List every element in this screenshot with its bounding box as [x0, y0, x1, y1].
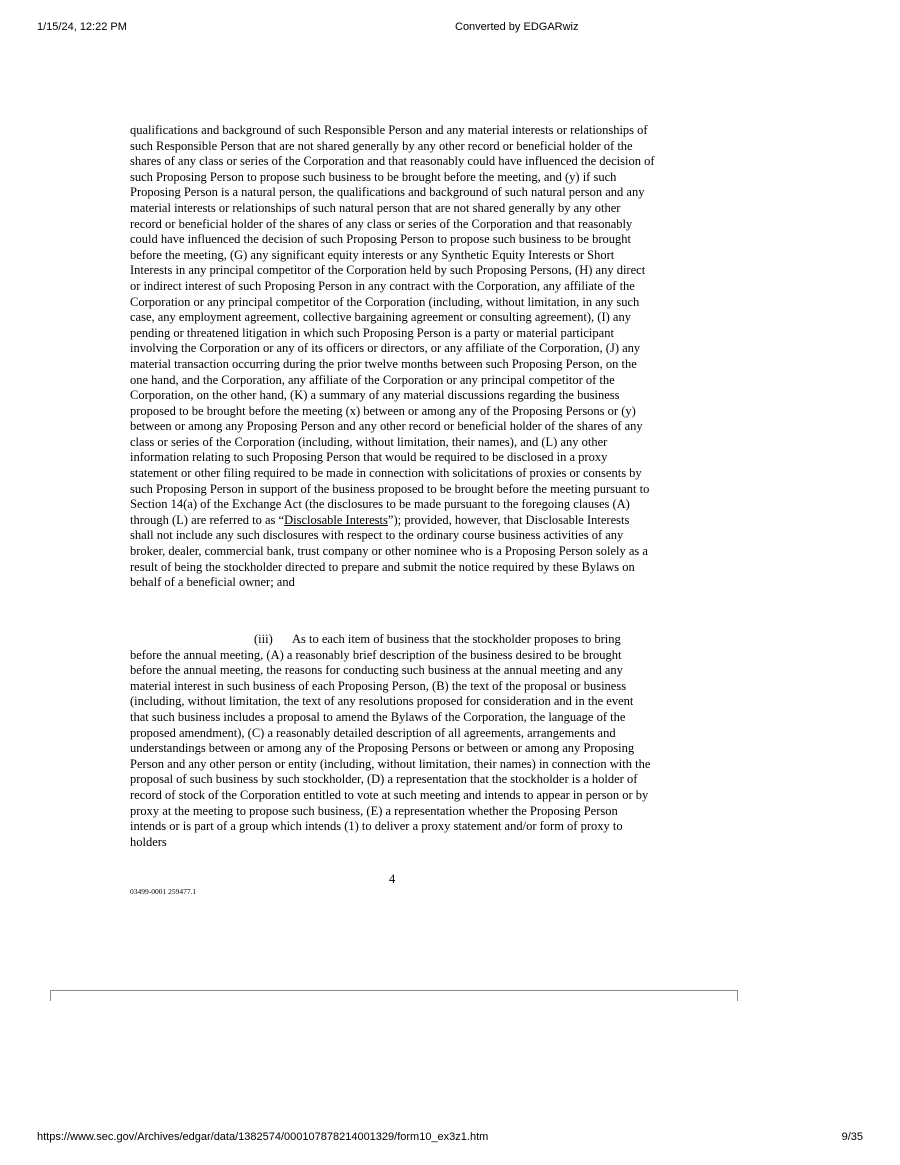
body-paragraph-1	[130, 123, 655, 591]
body-paragraph-2	[130, 632, 655, 850]
page-number: 4	[389, 872, 396, 886]
document-id: 03499-0001 259477.1	[130, 887, 197, 896]
paragraph-text: qualifications and background of such Responsible Person and any material interests or relationships of such Responsible Person that are not shared generally by any other record or beneficial holder of the shares of any class or series of the Corporation and that reasonably could have influenced the decision of such Proposing Person to propose such business to be brought before the meeting, and (y) if such Proposing Person is a natural person, the qualifications and background of such natural person and any material interests or relationships of such natural person that are not shared generally by any other record or beneficial holder of the shares of any class or series of the Corporation and that reasonably could have influenced the decision of such Proposing Person to propose such business to be brought before the meeting, (G) any significant equity interests or any Synthetic Equity Interests or Short Interests in any principal competitor of the Corporation held by such Proposing Persons, (H) any direct or indirect interest of such Proposing Person in any contract with the Corporation, any affiliate of the Corporation or any principal competitor of the Corporation (including, without limitation, in any such case, any employment agreement, collective bargaining agreement or consulting agreement), (I) any pending or threatened litigation in which such Proposing Person is a party or material participant involving the Corporation or any of its officers or directors, or any affiliate of the Corporation, (J) any material transaction occurring during the prior twelve months between such Proposing Person, on the one hand, and the Corporation, any affiliate of the Corporation or any principal competitor of the Corporation, on the other hand, (K) a summary of any material discussions regarding the business proposed to be brought before the meeting (x) between or among any of the Proposing Persons or (y) between or among any Proposing Person and any other record or beneficial holder of the shares of any class or series of the Corporation (including, without limitation, their names), and (L) any other information relating to such Proposing Person that would be required to be disclosed in a proxy statement or other filing required to be made in connection with solicitations of proxies or consents by such Proposing Person in support of the business proposed to be brought before the meeting pursuant to Section 14(a) of the Exchange Act (the disclosures to be made pursuant to the foregoing clauses (A) through (L) are referred to as “	[130, 123, 655, 527]
print-datetime: 1/15/24, 12:22 PM	[37, 21, 127, 33]
defined-term: Disclosable Interests	[284, 512, 388, 527]
page-break-divider	[50, 990, 738, 1001]
print-page-count: 9/35	[841, 1131, 863, 1143]
paragraph-text: As to each item of business that the stockholder proposes to bring before the annual meeting, (A) a reasonably brief description of the business desired to be brought before the annual meeting, the reasons for conducting such business at the annual meeting and any material interest in such business of each Proposing Person, (B) the text of the proposal or business (including, without limitation, the text of any resolutions proposed for consideration and in the event that such business includes a proposal to amend the Bylaws of the Corporation, the language of the proposed amendment), (C) a reasonably detailed description of all agreements, arrangements and understandings between or among any of the Proposing Persons or between or among any Proposing Person and any other person or entity (including, without limitation, their names) in connection with the proposal of such business by such stockholder, (D) a representation that the stockholder is a holder of record of stock of the Corporation entitled to vote at such meeting and intends to appear in person or by proxy at the meeting to propose such business, (E) a representation whether the Proposing Person intends or is part of a group which intends (1) to deliver a proxy statement and/or form of proxy to holders	[130, 632, 651, 849]
converter-label: Converted by EDGARwiz	[455, 21, 579, 33]
paragraph-text: ”); provided, however, that Disclosable Interests shall not include any such disclosures with respect to the ordinary course business activities of any broker, dealer, commercial bank, trust company or other nominee who is a Proposing Person solely as a result of being the stockholder directed to prepare and submit the notice required by these Bylaws on behalf of a beneficial owner; and	[130, 512, 648, 590]
source-url: https://www.sec.gov/Archives/edgar/data/1382574/000107878214001329/form10_ex3z1.htm	[37, 1131, 489, 1143]
clause-number: (iii)	[254, 632, 273, 646]
